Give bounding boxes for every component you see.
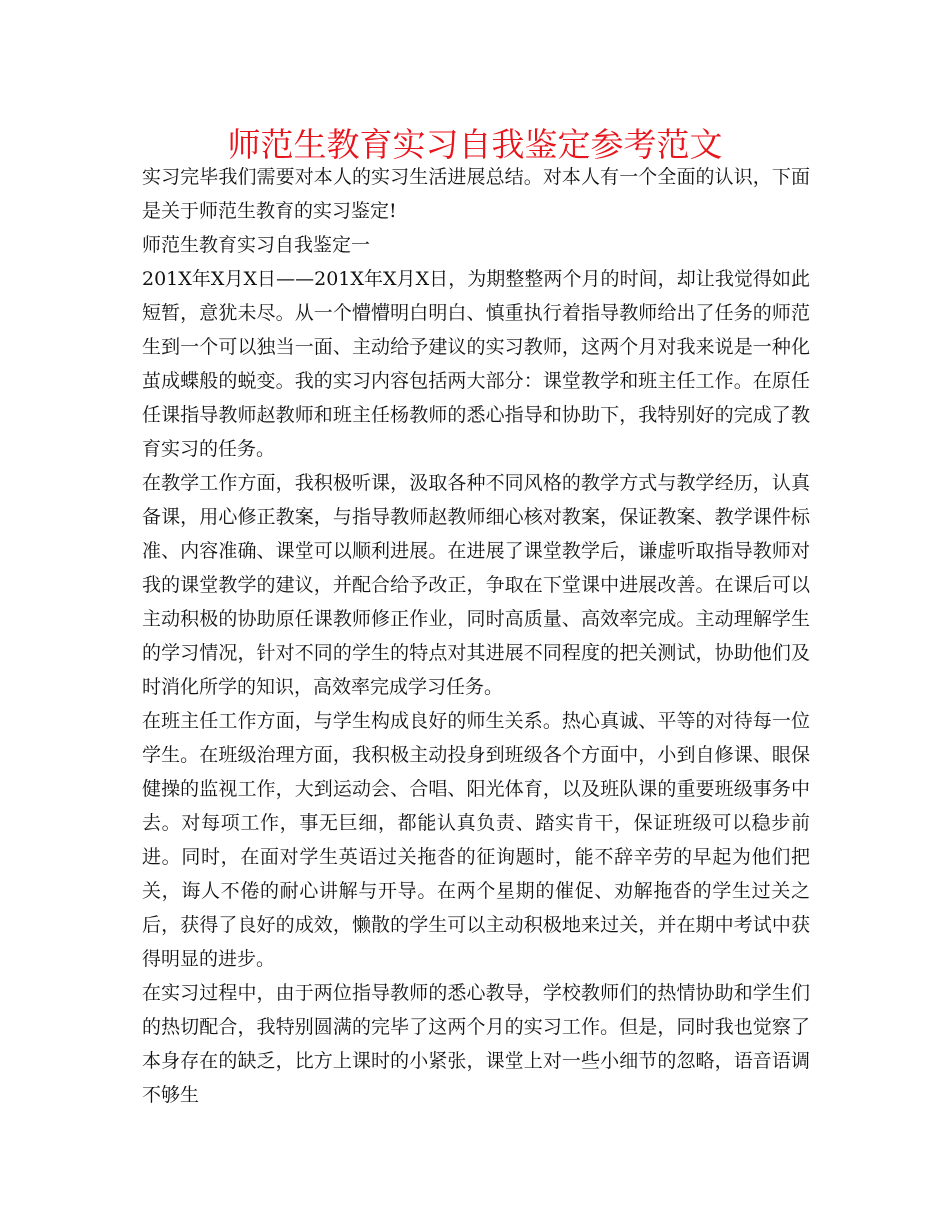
paragraph-overview: 201X年X月X日——201X年X月X日，为期整整两个月的时间，却让我觉得如此短暂，意犹未尽。从一个懵懵明白明白、慎重执行着指导教师给出了任务的师范生到一个可以独当一面、主动给予建议的实习教师，这两个月对我来说是一种化茧成蝶般的蜕变。我的实习内容包括两大部分：课堂教学和班主任工作。在原任任课指导教师赵教师和班主任杨教师的悉心指导和协助下，我特别好的完成了教育实习的任务。 (142, 268, 810, 460)
paragraph-intro: 实习完毕我们需要对本人的实习生活进展总结。对本人有一个全面的认识，下面是关于师范生教育的实习鉴定! (142, 166, 810, 222)
section-heading: 师范生教育实习自我鉴定一 (142, 234, 371, 256)
paragraph-teaching: 在教学工作方面，我积极听课，汲取各种不同风格的教学方式与教学经历，认真备课，用心修正教案，与指导教师赵教师细心核对教案，保证教案、教学课件标准、内容准确、课堂可以顺利进展。在进展了课堂教学后，谦虚听取指导教师对我的课堂教学的建议，并配合给予改正，争取在下堂课中进展改善。在课后可以主动积极的协助原任课教师修正作业，同时高质量、高效率完成。主动理解学生的学习情况，针对不同的学生的特点对其进展不同程度的把关测试，协助他们及时消化所学的知识，高效率完成学习任务。 (142, 472, 810, 698)
paragraph-class-teacher: 在班主任工作方面，与学生构成良好的师生关系。热心真诚、平等的对待每一位学生。在班级治理方面，我积极主动投身到班级各个方面中，小到自修课、眼保健操的监视工作，大到运动会、合唱、阳光体育，以及班队课的重要班级事务中去。对每项工作，事无巨细，都能认真负责、踏实肯干，保证班级可以稳步前进。同时，在面对学生英语过关拖沓的征询题时，能不辞辛劳的早起为他们把关，诲人不倦的耐心讲解与开导。在两个星期的催促、劝解拖沓的学生过关之后，获得了良好的成效，懒散的学生可以主动积极地来过关，并在期中考试中获得明显的进步。 (142, 710, 810, 970)
page-title: 师范生教育实习自我鉴定参考范文 (227, 125, 723, 164)
paragraph-reflection: 在实习过程中，由于两位指导教师的悉心教导，学校教师们的热情协助和学生们的热切配合，我特别圆满的完毕了这两个月的实习工作。但是，同时我也觉察了本身存在的缺乏，比方上课时的小紧张，课堂上对一些小细节的忽略，语音语调不够生 (142, 982, 810, 1106)
document-body (142, 160, 810, 1112)
